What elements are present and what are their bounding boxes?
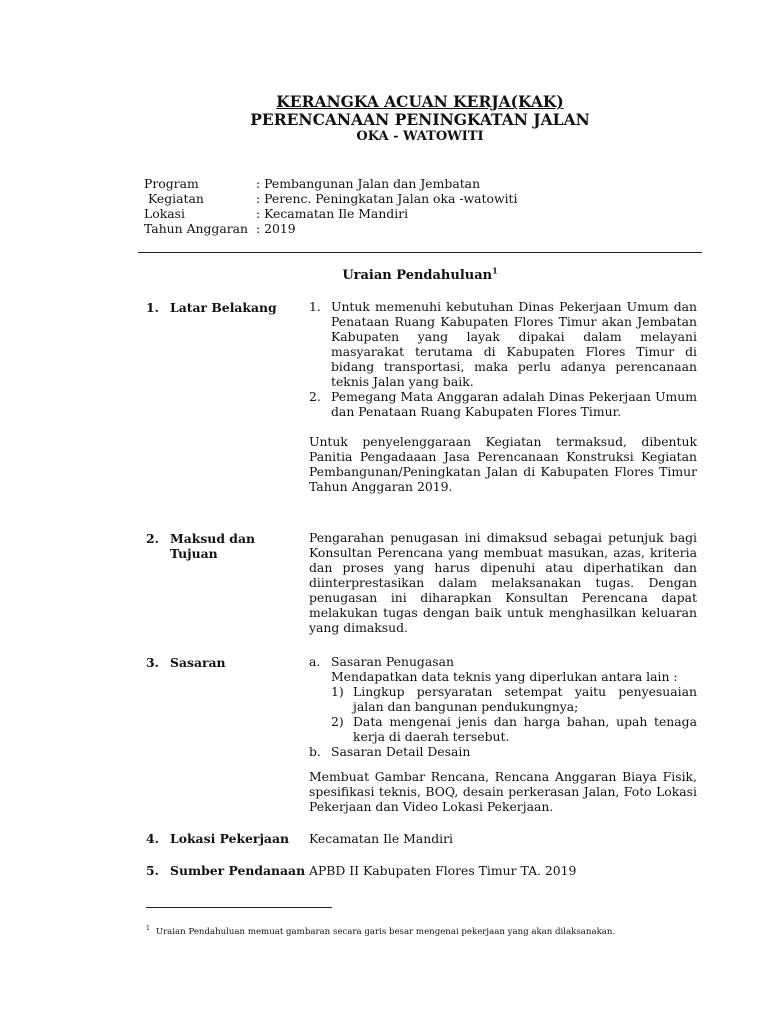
info-row-kegiatan: [144, 191, 517, 206]
divider: [138, 252, 702, 253]
latar-paragraph: Untuk penyelenggaraan Kegiatan termaksud, dibentuk Panitia Pengadaaan Jasa Perencanaan Konstruksi Kegiatan Pembangunan/Peningkatan Jalan di Kabupaten Flores Timur Tahun Anggaran 2019.: [309, 434, 697, 494]
section-title-text: Uraian Pendahuluan: [342, 268, 493, 283]
sasaran-a-list: [331, 684, 697, 744]
info-value: : Perenc. Peningkatan Jalan oka -watowiti: [256, 191, 518, 206]
list-text: Lingkup persyaratan setempat yaitu penyesuaian jalan dan bangunan pendukungnya;: [353, 684, 697, 714]
section-title: [138, 265, 702, 283]
sasaran-a-intro: Mendapatkan data teknis yang diperlukan antara lain :: [331, 669, 678, 684]
list-marker: 2): [331, 714, 344, 729]
item-number-lokasi: [146, 831, 289, 846]
item-label: Maksud dan: [170, 531, 255, 546]
info-value: : 2019: [256, 221, 296, 236]
document-route: OKA - WATOWITI: [356, 129, 484, 144]
sasaran-b: [309, 744, 697, 759]
info-label: Lokasi: [144, 206, 185, 221]
info-label: Kegiatan: [144, 191, 204, 206]
list-marker: 1.: [309, 299, 321, 314]
info-value: : Kecamatan Ile Mandiri: [256, 206, 409, 221]
info-value: : Pembangunan Jalan dan Jembatan: [256, 176, 481, 191]
latar-content: [309, 299, 697, 494]
info-row-program: [144, 176, 517, 191]
list-marker: a.: [309, 654, 321, 669]
list-item: [309, 299, 697, 389]
item-number-sumber: [146, 863, 305, 878]
item-number-latar: [146, 300, 277, 315]
sasaran-content: [309, 654, 697, 814]
item-number-sasaran: [146, 655, 226, 670]
latar-list: [309, 299, 697, 419]
footnote-mark: 1: [146, 925, 150, 933]
info-row-tahun: [144, 221, 517, 236]
maksud-paragraph: Pengarahan penugasan ini dimaksud sebagai petunjuk bagi Konsultan Perencana yang membuat masukan, azas, kriteria dan proses yang harus dipenuhi atau diperhatikan dan diinterprestasikan dalam melaksanakan tugas. Dengan penugasan ini diharapkan Konsultan Perencana dapat melakukan tugas dengan baik untuk menghasilkan keluaran yang dimaksud.: [309, 530, 697, 635]
footnote-divider: [146, 907, 332, 908]
item-number-maksud: [146, 531, 255, 561]
footnote-ref: 1: [492, 265, 498, 276]
list-text: Data mengenai jenis dan harga bahan, upah tenaga kerja di daerah tersebut.: [353, 714, 697, 744]
lokasi-value: Kecamatan Ile Mandiri: [309, 831, 453, 846]
item-number: 3.: [146, 655, 159, 670]
list-item: [331, 714, 697, 744]
sasaran-b-title: Sasaran Detail Desain: [331, 744, 471, 759]
list-item: [309, 389, 697, 419]
item-number: 4.: [146, 831, 159, 846]
item-number: 2.: [146, 531, 159, 546]
document-subtitle: PERENCANAAN PENINGKATAN JALAN: [250, 110, 590, 129]
document-title: KERANGKA ACUAN KERJA(KAK): [276, 92, 564, 111]
item-label: Latar Belakang: [170, 300, 277, 315]
item-label: Tujuan: [170, 546, 218, 561]
sasaran-a: [309, 654, 697, 744]
item-label: Sumber Pendanaan: [170, 863, 306, 878]
info-label: Tahun Anggaran: [144, 221, 249, 236]
item-label: Lokasi Pekerjaan: [170, 831, 289, 846]
sumber-value: APBD II Kabupaten Flores Timur TA. 2019: [309, 863, 577, 878]
list-marker: 1): [331, 684, 344, 699]
info-block: [144, 176, 517, 236]
list-text: Pemegang Mata Anggaran adalah Dinas Pekerjaan Umum dan Penataan Ruang Kabupaten Flores Timur.: [331, 389, 697, 419]
info-label: Program: [144, 176, 199, 191]
footnote: [146, 925, 615, 940]
sasaran-paragraph: Membuat Gambar Rencana, Rencana Anggaran Biaya Fisik, spesifikasi teknis, BOQ, desain perkerasan Jalan, Foto Lokasi Pekerjaan dan Video Lokasi Pekerjaan.: [309, 769, 697, 814]
footnote-text: Uraian Pendahuluan memuat gambaran secara garis besar mengenai pekerjaan yang akan dilaksanakan.: [155, 927, 616, 937]
item-number: 5.: [146, 863, 159, 878]
list-marker: b.: [309, 744, 321, 759]
sasaran-a-title: Sasaran Penugasan: [331, 654, 454, 669]
list-text: Untuk memenuhi kebutuhan Dinas Pekerjaan Umum dan Penataan Ruang Kabupaten Flores Timur akan Jembatan Kabupaten yang layak dipakai dalam melayani masyarakat terutama di Kabupaten Flores Timur di bidang transportasi, maka perlu adanya perencanaan teknis Jalan yang baik.: [331, 299, 697, 389]
list-marker: 2.: [309, 389, 321, 404]
info-row-lokasi: [144, 206, 517, 221]
item-number: 1.: [146, 300, 159, 315]
list-item: [331, 684, 697, 714]
item-label: Sasaran: [170, 655, 226, 670]
